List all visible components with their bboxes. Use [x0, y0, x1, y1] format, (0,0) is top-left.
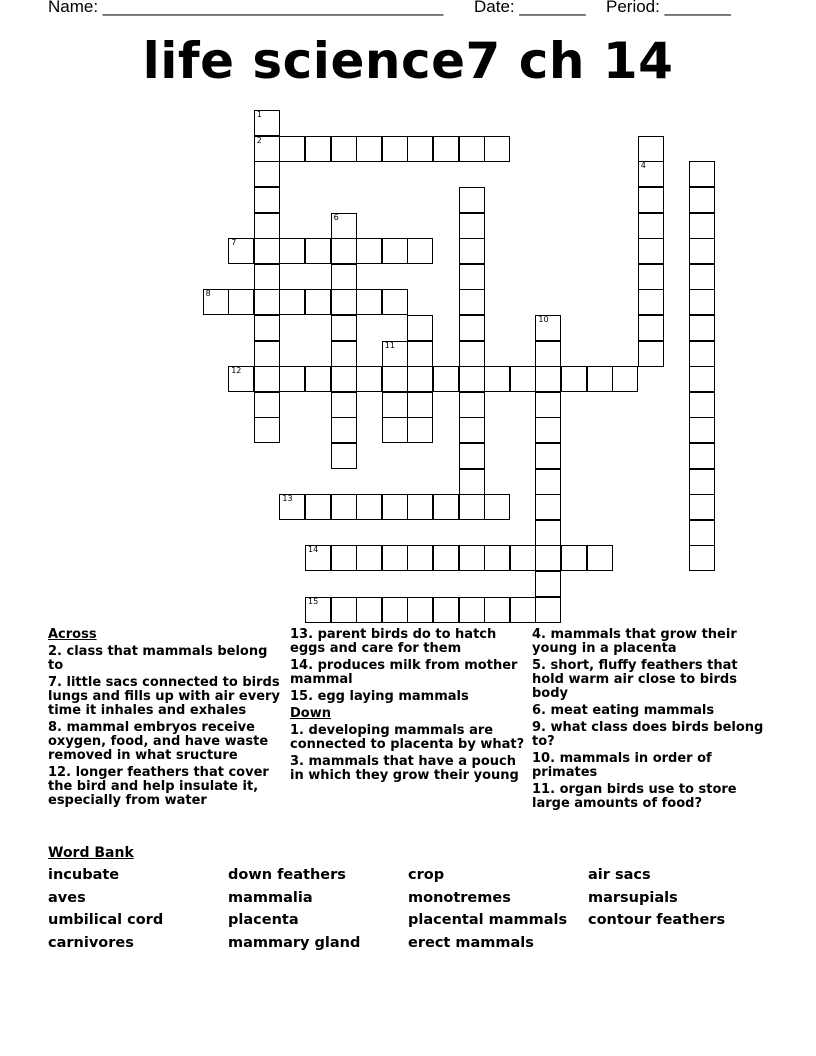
grid-cell[interactable]: [356, 366, 382, 392]
grid-cell[interactable]: [459, 545, 485, 571]
grid-cell[interactable]: [459, 264, 485, 290]
grid-cell[interactable]: [535, 494, 561, 520]
word-bank-item: umbilical cord: [48, 912, 164, 928]
grid-cell[interactable]: [254, 136, 280, 162]
grid-cell[interactable]: [689, 520, 715, 546]
grid-cell[interactable]: [331, 289, 357, 315]
clue-item-text: meat eating mammals: [550, 703, 715, 718]
grid-cell[interactable]: [331, 136, 357, 162]
grid-cell[interactable]: [561, 545, 587, 571]
name-field-label: Name: ____________________________________: [48, 0, 444, 16]
word-bank-item: monotremes: [408, 889, 511, 906]
grid-cell[interactable]: [407, 417, 433, 443]
grid-cell[interactable]: [305, 597, 331, 623]
grid-cell[interactable]: [382, 136, 408, 162]
grid-cell[interactable]: [356, 597, 382, 623]
grid-cell[interactable]: [638, 315, 664, 341]
grid-cell[interactable]: [535, 443, 561, 469]
page-title: life science7 ch 14: [142, 32, 674, 90]
clue-number: 7: [231, 238, 237, 248]
grid-cell[interactable]: [382, 289, 408, 315]
grid-cell[interactable]: [407, 494, 433, 520]
grid-cell[interactable]: [254, 315, 280, 341]
grid-cell[interactable]: [407, 366, 433, 392]
grid-cell[interactable]: [254, 213, 280, 239]
grid-cell[interactable]: [689, 315, 715, 341]
grid-cell[interactable]: [459, 213, 485, 239]
grid-cell[interactable]: [254, 238, 280, 264]
clue-item-text: short, fluffy feathers that hold warm air close to birds body: [532, 658, 738, 701]
grid-cell[interactable]: [689, 366, 715, 392]
clue-item: [532, 752, 768, 780]
grid-cell[interactable]: [331, 597, 357, 623]
grid-cell[interactable]: [638, 289, 664, 315]
grid-cell[interactable]: [689, 392, 715, 418]
word-bank-item: air sacs: [588, 867, 651, 883]
grid-cell[interactable]: [459, 187, 485, 213]
grid-cell[interactable]: [331, 494, 357, 520]
grid-cell[interactable]: [459, 238, 485, 264]
clue-item-text: longer feathers that cover the bird and help insulate it, especially from water: [48, 765, 269, 808]
clue-item-number: 1.: [290, 723, 309, 738]
grid-cell[interactable]: [535, 597, 561, 623]
grid-cell[interactable]: [331, 238, 357, 264]
grid-cell[interactable]: [535, 520, 561, 546]
grid-cell[interactable]: [228, 238, 254, 264]
grid-cell[interactable]: [689, 469, 715, 495]
grid-cell[interactable]: [356, 136, 382, 162]
grid-cell[interactable]: [459, 469, 485, 495]
grid-cell[interactable]: [433, 545, 459, 571]
grid-cell[interactable]: [279, 136, 305, 162]
grid-cell[interactable]: [356, 289, 382, 315]
grid-cell[interactable]: [535, 571, 561, 597]
grid-cell[interactable]: [254, 161, 280, 187]
word-bank-item: aves: [48, 889, 86, 906]
grid-cell[interactable]: [331, 264, 357, 290]
grid-cell[interactable]: [407, 315, 433, 341]
clue-item-number: 11.: [532, 782, 560, 797]
grid-cell[interactable]: [279, 494, 305, 520]
grid-cell[interactable]: [638, 136, 664, 162]
grid-cell[interactable]: [587, 545, 613, 571]
grid-cell[interactable]: [638, 264, 664, 290]
clue-item: [532, 659, 768, 701]
clue-item: [290, 755, 526, 783]
grid-cell[interactable]: [689, 341, 715, 367]
grid-cell[interactable]: [689, 238, 715, 264]
word-bank-item: contour feathers: [588, 912, 726, 928]
across-heading: Across: [48, 627, 97, 642]
word-bank-item: down feathers: [228, 867, 346, 883]
grid-cell[interactable]: [203, 289, 229, 315]
clue-number: 8: [205, 289, 211, 299]
grid-cell[interactable]: [459, 597, 485, 623]
word-bank-item: marsupials: [588, 889, 678, 906]
clue-item: [290, 690, 526, 704]
grid-cell[interactable]: [356, 545, 382, 571]
grid-cell[interactable]: [689, 289, 715, 315]
grid-cell[interactable]: [382, 366, 408, 392]
grid-cell[interactable]: [459, 136, 485, 162]
clue-number: 6: [333, 212, 339, 222]
grid-cell[interactable]: [459, 417, 485, 443]
grid-cell[interactable]: [382, 392, 408, 418]
grid-cell[interactable]: [382, 545, 408, 571]
grid-cell[interactable]: [561, 366, 587, 392]
clue-item-number: 4.: [532, 627, 551, 642]
clues-column-1: [48, 628, 284, 811]
clue-item-text: class that mammals belong to: [48, 644, 268, 673]
grid-cell[interactable]: [305, 289, 331, 315]
grid-cell[interactable]: [433, 136, 459, 162]
grid-cell[interactable]: [433, 494, 459, 520]
clue-item: [290, 724, 526, 752]
grid-cell[interactable]: [356, 238, 382, 264]
grid-cell[interactable]: [484, 545, 510, 571]
grid-cell[interactable]: [228, 289, 254, 315]
clue-item-text: what class does birds belong to?: [532, 720, 764, 749]
clue-number: 4: [640, 161, 646, 171]
clue-item-text: produces milk from mother mammal: [290, 658, 518, 687]
date-field-label: Date: _______: [474, 0, 586, 16]
grid-cell[interactable]: [331, 443, 357, 469]
grid-cell[interactable]: [331, 341, 357, 367]
grid-cell[interactable]: [254, 392, 280, 418]
clue-item: [48, 676, 284, 718]
clue-item-text: mammals that grow their young in a placenta: [532, 627, 737, 656]
grid-cell[interactable]: [407, 136, 433, 162]
word-bank-item: mammalia: [228, 889, 313, 906]
grid-cell[interactable]: [254, 417, 280, 443]
clue-item-text: mammal embryos receive oxygen, food, and have waste removed in what sructure: [48, 720, 269, 763]
clue-item-number: 9.: [532, 720, 551, 735]
grid-cell[interactable]: [331, 213, 357, 239]
grid-cell[interactable]: [254, 341, 280, 367]
clue-item-number: 3.: [290, 754, 309, 769]
clue-item: [48, 766, 284, 808]
word-bank-item: crop: [408, 867, 445, 883]
down-heading: Down: [290, 706, 331, 721]
clue-item: [48, 721, 284, 763]
grid-cell[interactable]: [331, 366, 357, 392]
grid-cell[interactable]: [535, 392, 561, 418]
clue-number: 1: [256, 110, 262, 120]
grid-cell[interactable]: [459, 494, 485, 520]
grid-cell[interactable]: [689, 264, 715, 290]
grid-cell[interactable]: [305, 366, 331, 392]
clue-item-number: 10.: [532, 751, 560, 766]
grid-cell[interactable]: [689, 187, 715, 213]
grid-cell[interactable]: [279, 289, 305, 315]
grid-cell[interactable]: [331, 417, 357, 443]
grid-cell[interactable]: [459, 392, 485, 418]
grid-cell[interactable]: [510, 366, 536, 392]
grid-cell[interactable]: [254, 110, 280, 136]
grid-cell[interactable]: [382, 238, 408, 264]
grid-cell[interactable]: [535, 366, 561, 392]
grid-cell[interactable]: [305, 545, 331, 571]
grid-cell[interactable]: [535, 341, 561, 367]
grid-cell[interactable]: [382, 417, 408, 443]
clue-item-number: 8.: [48, 720, 67, 735]
clue-item-text: mammals that have a pouch in which they grow their young: [290, 754, 519, 783]
clue-item: [532, 704, 768, 718]
word-bank-item: mammary gland: [228, 934, 361, 951]
clue-item-text: egg laying mammals: [317, 689, 469, 704]
grid-cell[interactable]: [535, 469, 561, 495]
clue-number: 14: [308, 545, 319, 555]
clue-item-text: parent birds do to hatch eggs and care for them: [290, 627, 497, 656]
clue-item: [532, 783, 768, 811]
grid-cell[interactable]: [331, 315, 357, 341]
grid-cell[interactable]: [407, 392, 433, 418]
clue-item-text: developing mammals are connected to placenta by what?: [290, 723, 525, 752]
clue-number: 13: [282, 494, 293, 504]
grid-cell[interactable]: [459, 341, 485, 367]
clue-item-number: 7.: [48, 675, 67, 690]
clue-number: 2: [256, 135, 262, 145]
grid-cell[interactable]: [305, 238, 331, 264]
grid-cell[interactable]: [612, 366, 638, 392]
clue-number: 10: [538, 315, 549, 324]
clue-number: 11: [384, 340, 395, 350]
grid-cell[interactable]: [407, 238, 433, 264]
clue-item-number: 14.: [290, 658, 318, 673]
grid-cell[interactable]: [535, 545, 561, 571]
grid-cell[interactable]: [459, 366, 485, 392]
clue-item-number: 2.: [48, 644, 67, 659]
clue-item-number: 13.: [290, 627, 318, 642]
grid-cell[interactable]: [407, 341, 433, 367]
clue-item: [290, 628, 526, 656]
grid-cell[interactable]: [407, 545, 433, 571]
grid-cell[interactable]: [510, 545, 536, 571]
word-bank-item: placental mammals: [408, 912, 568, 928]
grid-cell[interactable]: [689, 161, 715, 187]
grid-cell[interactable]: [638, 238, 664, 264]
grid-cell[interactable]: [484, 494, 510, 520]
grid-cell[interactable]: [433, 597, 459, 623]
grid-cell[interactable]: [484, 597, 510, 623]
grid-cell[interactable]: [484, 136, 510, 162]
grid-cell[interactable]: [407, 597, 433, 623]
grid-cell[interactable]: [484, 366, 510, 392]
word-bank-item: incubate: [48, 867, 120, 883]
grid-cell[interactable]: [382, 597, 408, 623]
clue-item-text: organ birds use to store large amounts of food?: [532, 782, 737, 811]
word-bank-title: Word Bank: [48, 845, 134, 861]
grid-cell[interactable]: [535, 417, 561, 443]
clue-item-number: 5.: [532, 658, 551, 673]
grid-cell[interactable]: [279, 366, 305, 392]
clues-column-2: [290, 628, 526, 786]
word-bank-item: carnivores: [48, 934, 134, 951]
clue-item-text: little sacs connected to birds lungs and fills up with air every time it inhales and exhales: [48, 675, 280, 718]
grid-cell[interactable]: [254, 366, 280, 392]
clue-number: 15: [308, 596, 319, 606]
grid-cell[interactable]: [638, 161, 664, 187]
clue-item: [532, 721, 768, 749]
grid-cell[interactable]: [459, 289, 485, 315]
grid-cell[interactable]: [331, 545, 357, 571]
grid-cell[interactable]: [689, 417, 715, 443]
grid-cell[interactable]: [459, 443, 485, 469]
grid-cell[interactable]: [254, 264, 280, 290]
grid-cell[interactable]: [382, 341, 408, 367]
clue-item-number: 15.: [290, 689, 318, 704]
grid-cell[interactable]: [535, 315, 561, 341]
grid-cell[interactable]: [638, 341, 664, 367]
grid-cell[interactable]: [459, 315, 485, 341]
clue-item: [48, 645, 284, 673]
grid-cell[interactable]: [279, 238, 305, 264]
clues-column-3: [532, 628, 768, 814]
grid-cell[interactable]: [254, 289, 280, 315]
grid-cell[interactable]: [689, 443, 715, 469]
grid-cell[interactable]: [331, 392, 357, 418]
clue-item: [532, 628, 768, 656]
grid-cell[interactable]: [689, 494, 715, 520]
grid-cell[interactable]: [305, 136, 331, 162]
grid-cell[interactable]: [689, 213, 715, 239]
clue-item: [290, 659, 526, 687]
word-bank-item: placenta: [228, 912, 299, 928]
grid-cell[interactable]: [587, 366, 613, 392]
clue-item-number: 6.: [532, 703, 551, 718]
grid-cell[interactable]: [305, 494, 331, 520]
grid-cell[interactable]: [254, 187, 280, 213]
grid-cell[interactable]: [433, 366, 459, 392]
grid-cell[interactable]: [510, 597, 536, 623]
grid-cell[interactable]: [382, 494, 408, 520]
grid-cell[interactable]: [356, 494, 382, 520]
grid-cell[interactable]: [638, 187, 664, 213]
clue-number: 12: [231, 366, 242, 376]
grid-cell[interactable]: [228, 366, 254, 392]
clue-item-number: 12.: [48, 765, 76, 780]
word-bank-item: erect mammals: [408, 934, 534, 951]
grid-cell[interactable]: [638, 213, 664, 239]
period-field-label: Period: _______: [606, 0, 731, 16]
grid-cell[interactable]: [689, 545, 715, 571]
clue-item-text: mammals in order of primates: [532, 751, 712, 780]
